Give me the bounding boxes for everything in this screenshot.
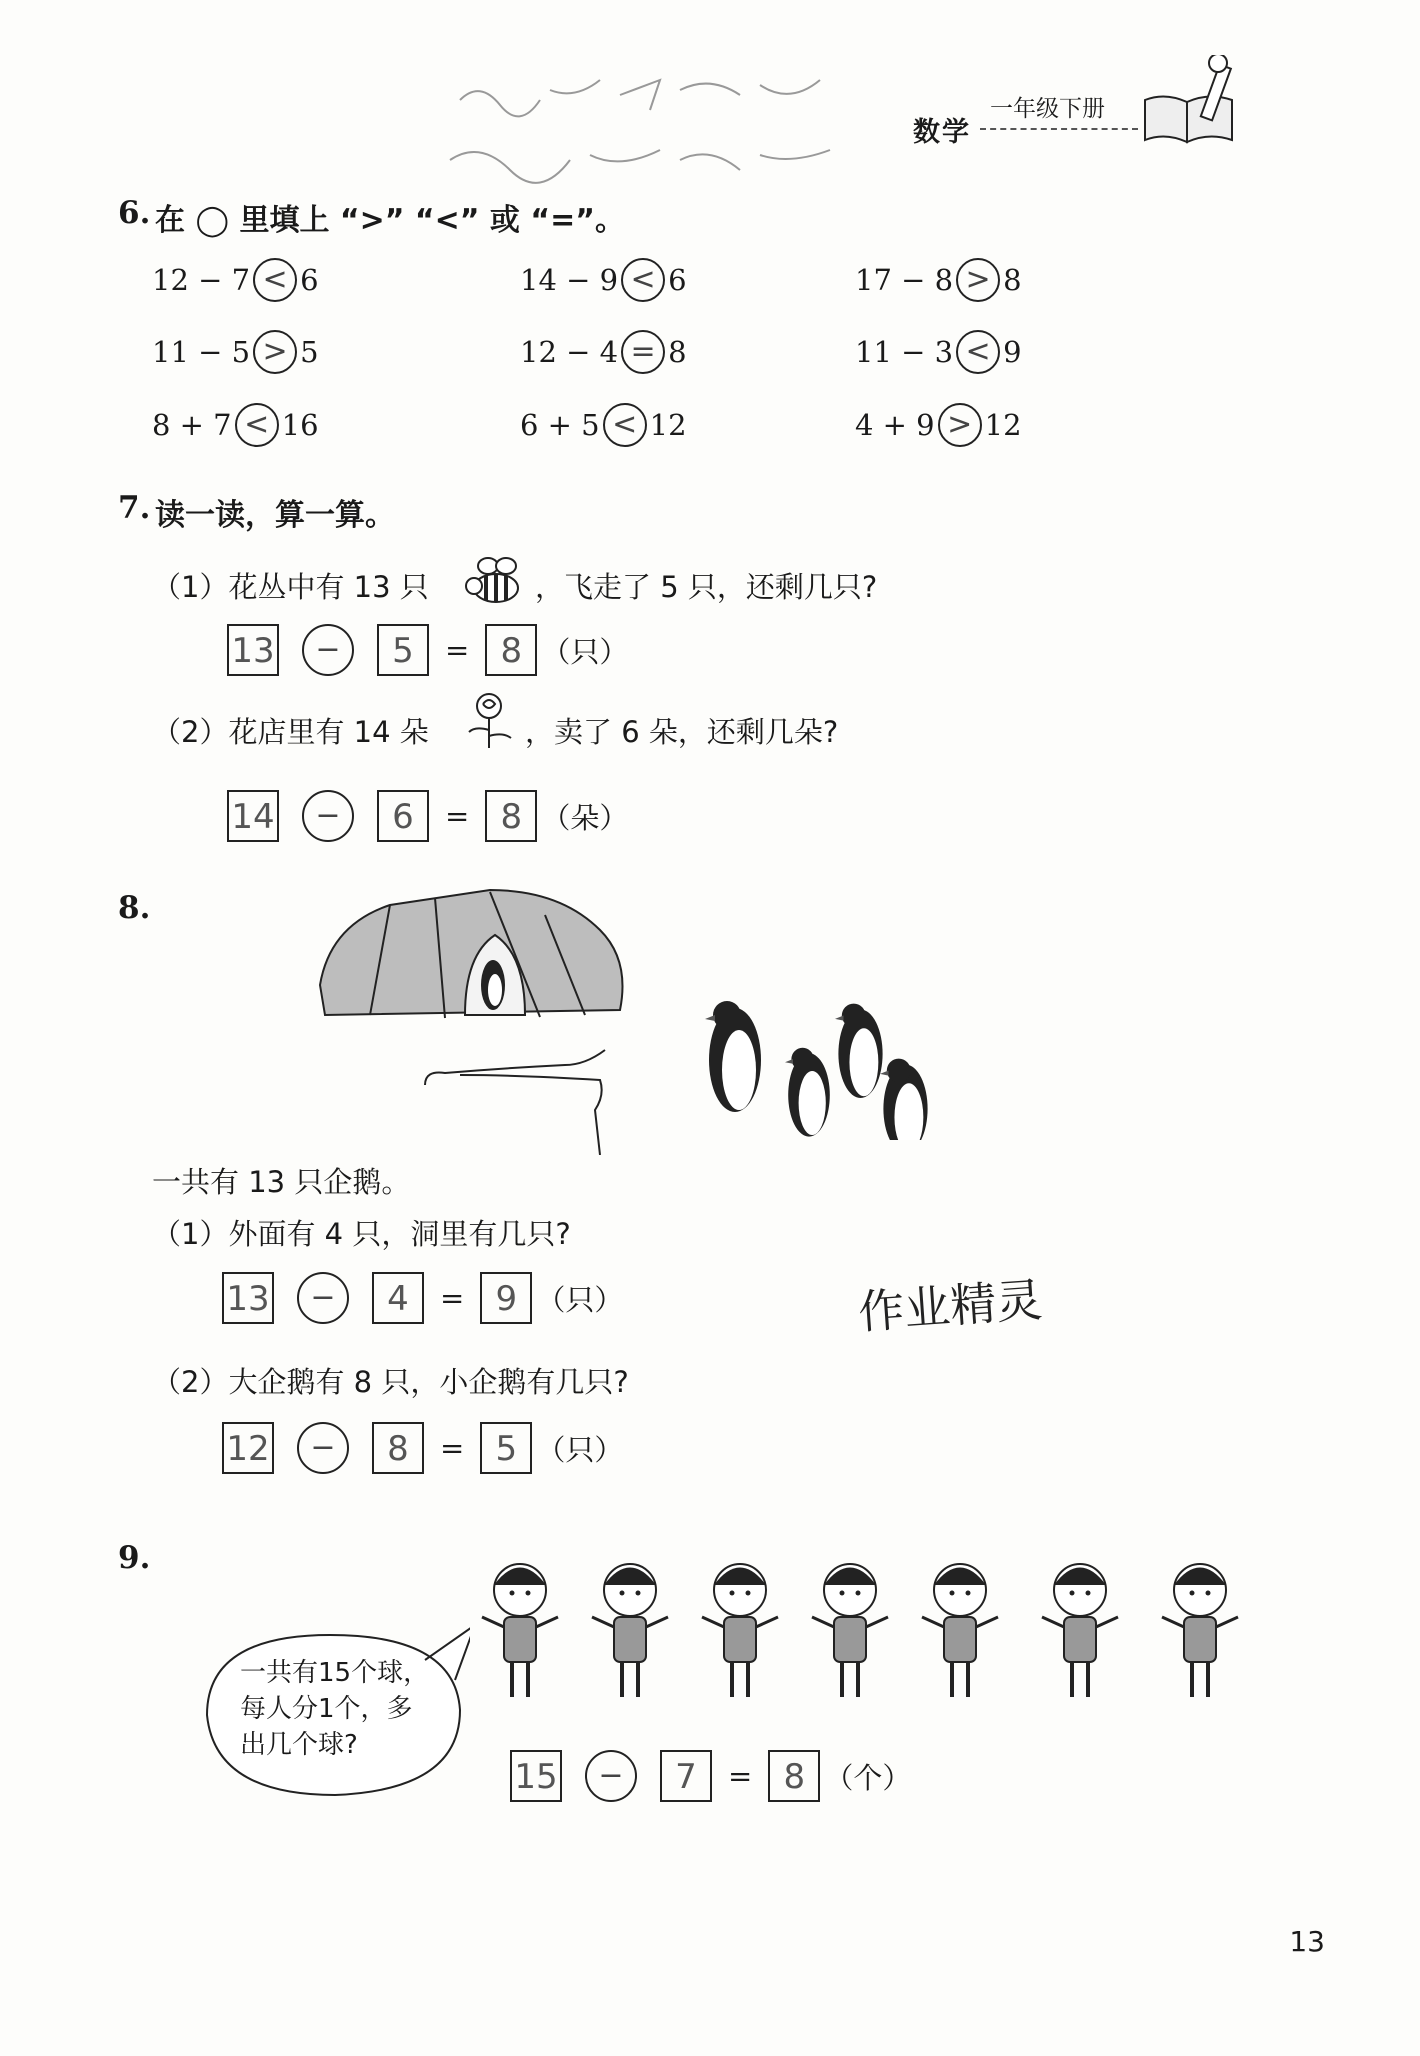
answer-box[interactable]: 8: [372, 1422, 424, 1474]
answer-row: [510, 1750, 911, 1802]
answer-box[interactable]: 13: [227, 624, 279, 676]
expression-right: 16: [281, 408, 319, 442]
expression-left: 12 − 4: [520, 335, 619, 369]
subquestion-text: ，卖了 6 朵，还剩几朵?: [525, 715, 839, 749]
question-title: 读一读，算一算。: [155, 498, 395, 533]
compare-circle[interactable]: <: [603, 403, 647, 447]
answer-box[interactable]: 4: [372, 1272, 424, 1324]
bubble-line: 每人分1个，多: [240, 1694, 413, 1724]
answer-box[interactable]: 7: [660, 1750, 712, 1802]
expression-right: 6: [668, 263, 687, 297]
expression-right: 12: [984, 408, 1022, 442]
comparison-item: [152, 258, 319, 302]
book-pencil-icon: [1140, 55, 1240, 150]
expression-right: 8: [1003, 263, 1022, 297]
expression-right: 12: [649, 408, 687, 442]
subquestion-text: （2）大企鹅有 8 只，小企鹅有几只?: [152, 1365, 629, 1399]
expression-right: 8: [668, 335, 687, 369]
compare-circle[interactable]: <: [956, 330, 1000, 374]
expression-left: 11 − 5: [152, 335, 251, 369]
subquestion-text: ，飞走了 5 只，还剩几只?: [535, 570, 878, 604]
answer-box[interactable]: 14: [227, 790, 279, 842]
expression-left: 12 − 7: [152, 263, 251, 297]
answer-box[interactable]: 9: [480, 1272, 532, 1324]
header-grade: 一年级下册: [990, 96, 1105, 122]
operator-circle[interactable]: −: [297, 1422, 349, 1474]
expression-left: 8 + 7: [152, 408, 232, 442]
comparison-item: [855, 403, 1022, 447]
compare-circle[interactable]: <: [235, 403, 279, 447]
expression-left: 17 − 8: [855, 263, 954, 297]
answer-row: [227, 624, 628, 676]
expression-left: 6 + 5: [520, 408, 600, 442]
answer-box[interactable]: 12: [222, 1422, 274, 1474]
answer-box[interactable]: 8: [485, 624, 537, 676]
compare-circle[interactable]: >: [938, 403, 982, 447]
bubble-line: 一共有15个球，: [240, 1658, 430, 1688]
subquestion-text: （1）花丛中有 13 只: [152, 570, 429, 604]
equals-sign: =: [445, 799, 470, 833]
comparison-item: [152, 330, 319, 374]
expression-left: 11 − 3: [855, 335, 954, 369]
expression-left: 14 − 9: [520, 263, 619, 297]
operator-circle[interactable]: −: [302, 790, 354, 842]
unit-label: （只）: [536, 1432, 624, 1467]
children-illustration: [480, 1555, 1260, 1710]
penguins-illustration: [705, 985, 955, 1140]
subquestion-text: （2）花店里有 14 朵: [152, 715, 429, 749]
handwritten-scribble: [420, 1040, 620, 1155]
rose-icon: [455, 690, 523, 750]
compare-circle[interactable]: <: [621, 258, 665, 302]
equals-sign: =: [728, 1759, 753, 1793]
equals-sign: =: [445, 633, 470, 667]
compare-circle[interactable]: =: [621, 330, 665, 374]
question-number: 7.: [118, 490, 151, 526]
compare-circle[interactable]: >: [956, 258, 1000, 302]
unit-label: （朵）: [541, 800, 629, 835]
page-number: 13: [1289, 1925, 1325, 1958]
comparison-item: [520, 403, 687, 447]
expression-left: 4 + 9: [855, 408, 935, 442]
comparison-item: [855, 258, 1022, 302]
equals-sign: =: [440, 1431, 465, 1465]
answer-box[interactable]: 15: [510, 1750, 562, 1802]
question-number: 8.: [118, 890, 151, 926]
operator-circle[interactable]: −: [585, 1750, 637, 1802]
answer-box[interactable]: 6: [377, 790, 429, 842]
unit-label: （个）: [824, 1760, 912, 1795]
answer-box[interactable]: 5: [480, 1422, 532, 1474]
expression-right: 5: [300, 335, 319, 369]
answer-row: [227, 790, 628, 842]
comparison-item: [855, 330, 1022, 374]
question-title: 在 ◯ 里填上 “>” “<” 或 “=”。: [155, 203, 625, 238]
answer-row: [222, 1272, 623, 1324]
answer-box[interactable]: 5: [377, 624, 429, 676]
operator-circle[interactable]: −: [297, 1272, 349, 1324]
unit-label: （只）: [541, 634, 629, 669]
question-number: 6.: [118, 195, 151, 231]
subquestion-text: （1）外面有 4 只，洞里有几只?: [152, 1217, 571, 1251]
operator-circle[interactable]: −: [302, 624, 354, 676]
header-subject: 数学: [913, 117, 971, 148]
header-divider: [980, 128, 1138, 130]
handwritten-signature: 作业精灵: [856, 1272, 1044, 1340]
speech-bubble-text: [240, 1655, 470, 1763]
comparison-item: [520, 258, 687, 302]
unit-label: （只）: [536, 1282, 624, 1317]
intro-text: 一共有 13 只企鹅。: [152, 1165, 411, 1199]
answer-box[interactable]: 8: [768, 1750, 820, 1802]
answer-row: [222, 1422, 623, 1474]
equals-sign: =: [440, 1281, 465, 1315]
expression-right: 9: [1003, 335, 1022, 369]
question-number: 9.: [118, 1540, 151, 1576]
compare-circle[interactable]: >: [253, 330, 297, 374]
answer-box[interactable]: 13: [222, 1272, 274, 1324]
rock-cave-illustration: [315, 880, 625, 1025]
bee-icon: [462, 552, 530, 612]
bubble-line: 出几个球?: [240, 1730, 358, 1760]
compare-circle[interactable]: <: [253, 258, 297, 302]
comparison-item: [520, 330, 687, 374]
comparison-item: [152, 403, 319, 447]
answer-box[interactable]: 8: [485, 790, 537, 842]
expression-right: 6: [300, 263, 319, 297]
